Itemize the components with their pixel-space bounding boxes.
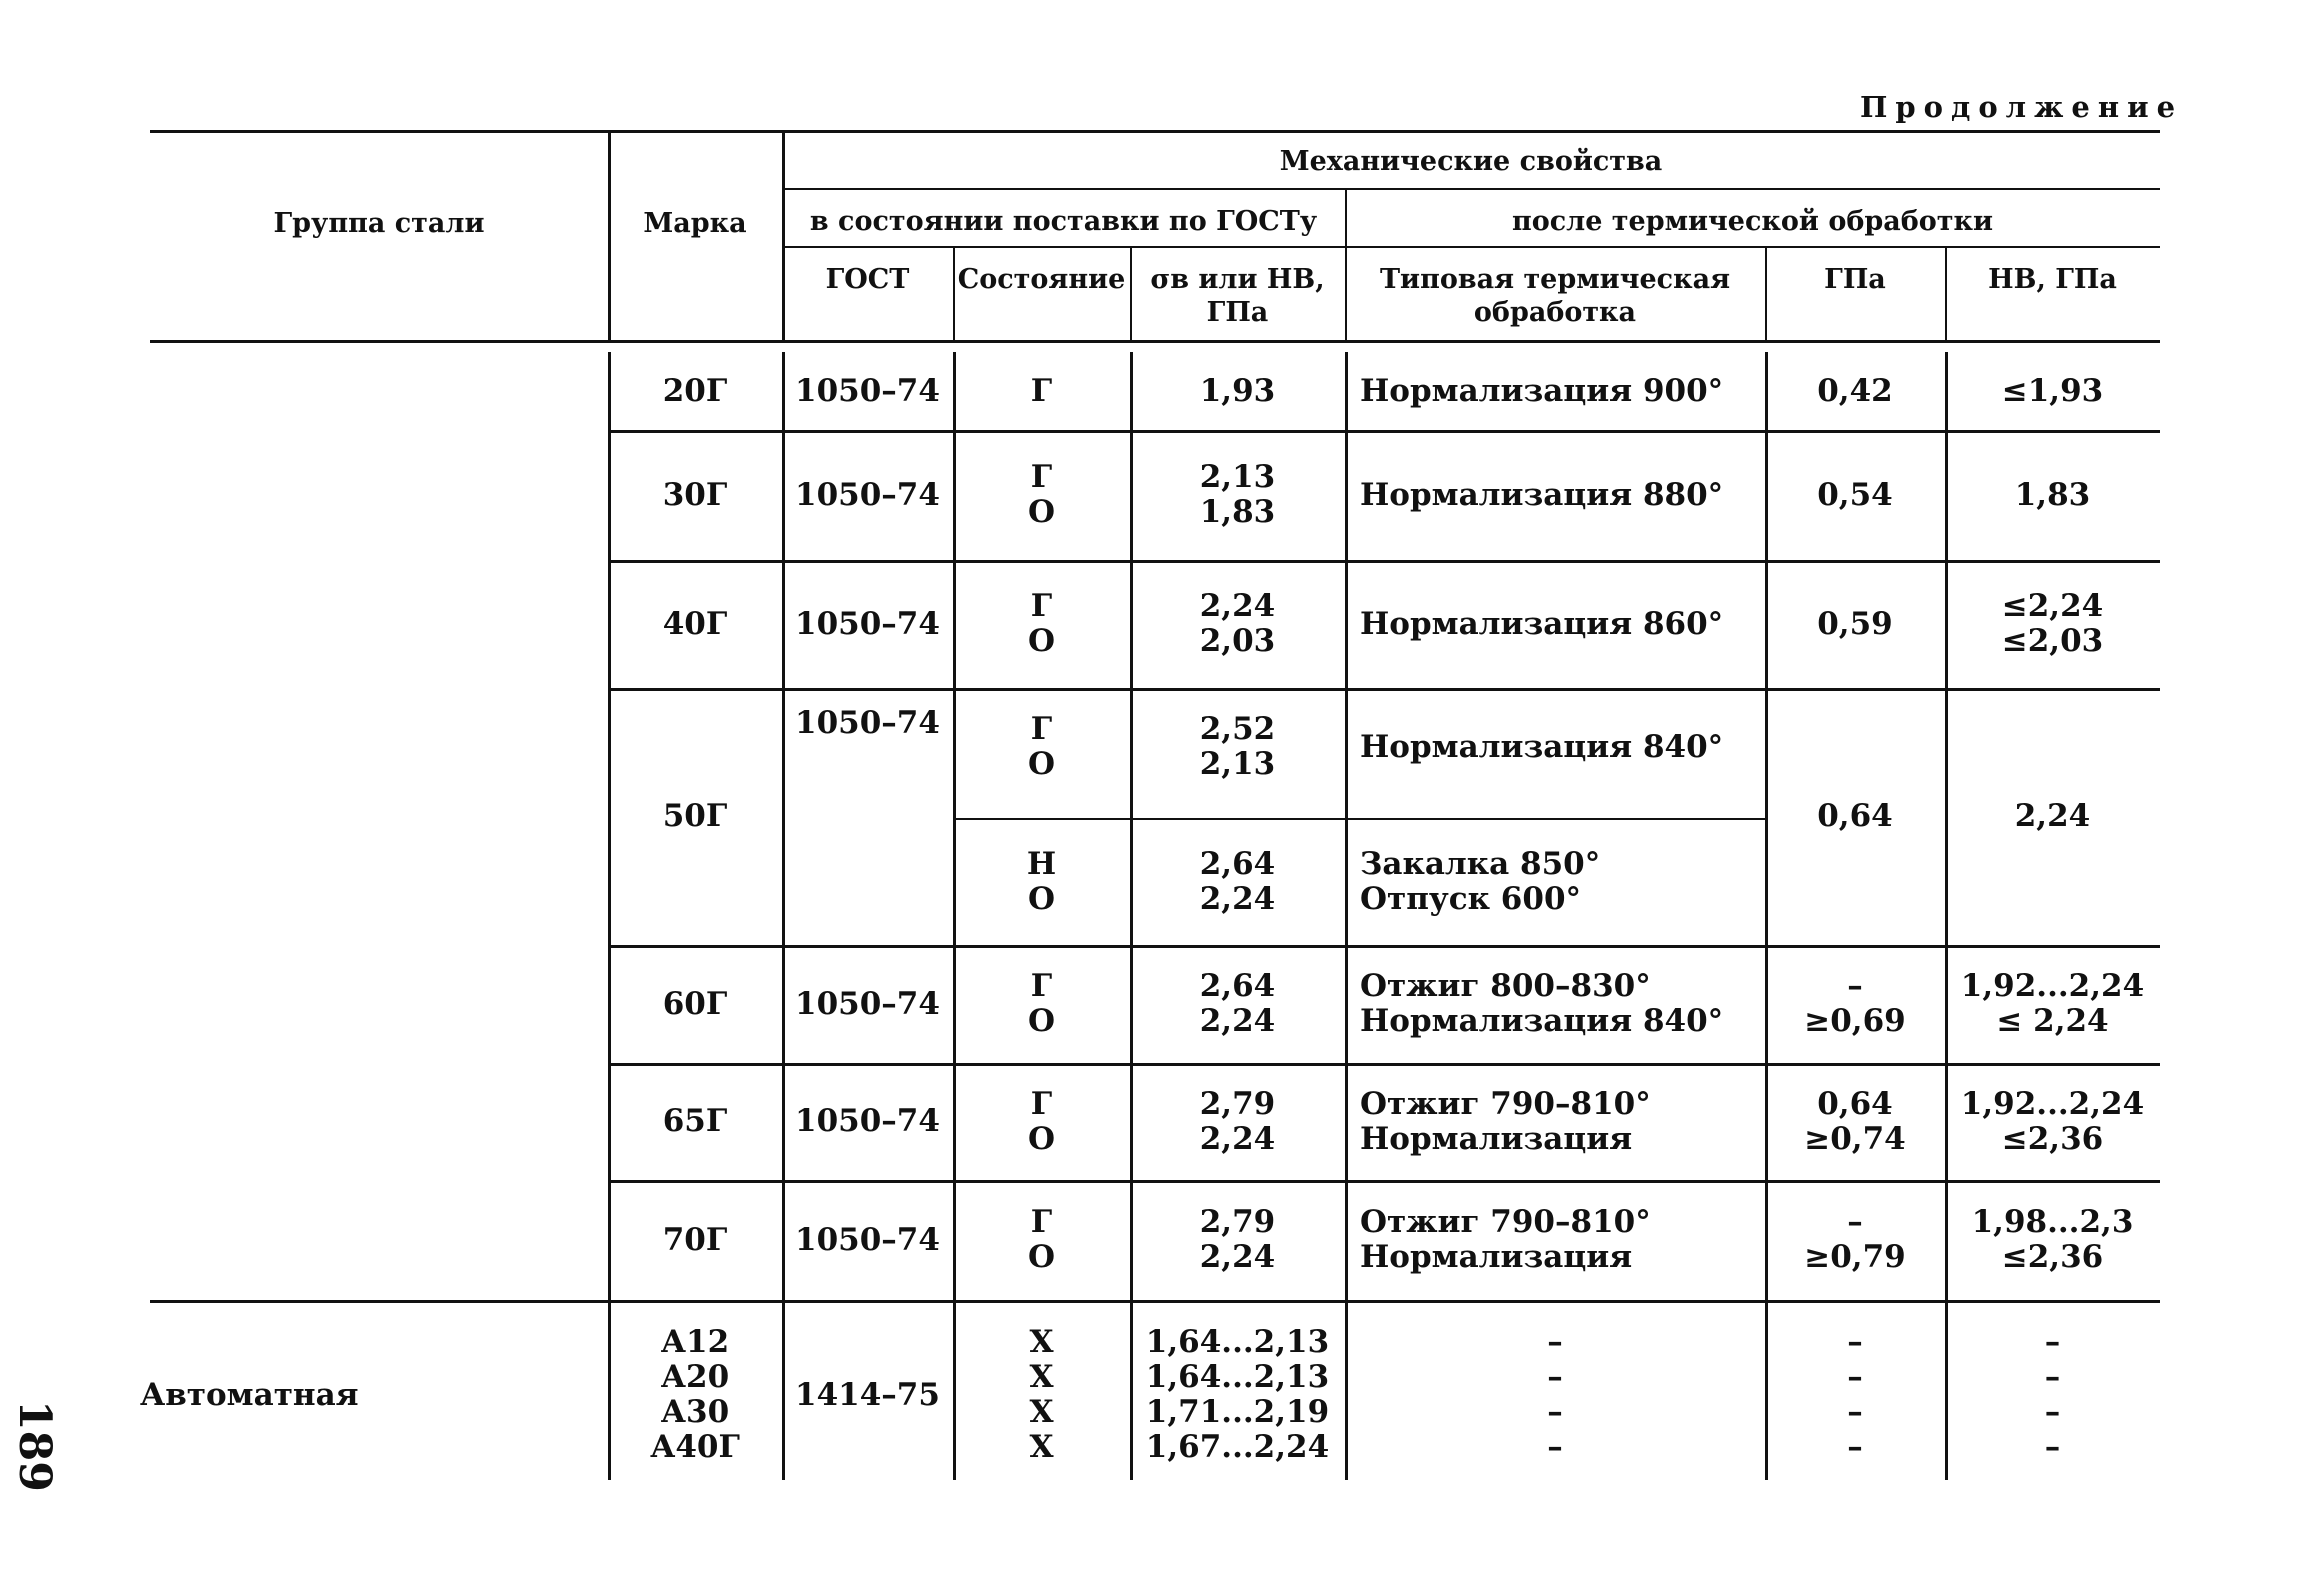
body-vline [1345,352,1348,1480]
header-gost: ГОСТ [825,264,910,295]
cell-sigma: 2,13 1,83 [1199,459,1276,530]
rule-top [150,130,2160,133]
header-sigma-1: σв или HB, [1150,264,1325,295]
cell-auto-gpa: – – – – [1847,1324,1863,1465]
cell-auto-hb: – – – – [2044,1324,2061,1465]
row-rule [608,1063,2160,1066]
body-vline [1765,352,1768,1480]
rule-header-bottom [150,340,2160,343]
cell-gpa: 0,64 ≥0,74 [1804,1085,1906,1157]
header-sigma-2: ГПа [1206,297,1269,328]
row-rule-50g-sub [953,818,1765,820]
header-treatment-2: обработка [1473,297,1637,328]
cell-gpa: 0,59 [1817,605,1893,642]
cell-state-sub: Н О [1026,845,1057,917]
header-state: Состояние [957,264,1126,295]
cell-treatment: Нормализация 860° [1360,605,1724,642]
continuation-label: Продолжение [1860,90,2184,124]
cell-sigma: 2,64 2,24 [1199,968,1276,1039]
cell-auto-gost: 1414–75 [795,1376,940,1413]
cell-state: Г О [1027,1085,1055,1157]
cell-gpa: 0,64 [1817,798,1893,834]
cell-auto-state: Х Х Х Х [1029,1324,1054,1465]
row-rule [608,560,2160,563]
header-grade: Марка [643,208,747,239]
row-rule-auto [150,1300,2160,1303]
header-after-treatment: после термической обработки [1511,206,1994,237]
cell-grade: 40Г [662,605,728,642]
cell-grade: 50Г [662,798,728,834]
cell-treatment: Отжиг 800–830° Нормализация 840° [1360,968,1724,1039]
header-steel-group: Группа стали [273,208,485,239]
cell-hb: ≤2,24 ≤2,03 [2001,588,2104,659]
header-delivery: в состоянии поставки по ГОСТу [809,206,1318,237]
cell-grade: 60Г [662,985,728,1022]
cell-treatment: Нормализация 840° [1360,728,1724,765]
cell-hb: 1,92...2,24 ≤2,36 [1960,1085,2145,1157]
cell-gpa: 0,42 [1817,372,1893,409]
cell-sigma: 1,93 [1199,372,1276,409]
cell-treatment-sub: Закалка 850° Отпуск 600° [1360,845,1601,917]
cell-sigma: 2,79 2,24 [1199,1204,1276,1275]
body-vline [782,352,785,1480]
cell-grade: 30Г [662,476,728,513]
cell-treatment: Отжиг 790–810° Нормализация [1360,1204,1651,1275]
rule-sub [782,246,2160,248]
cell-gpa: 0,54 [1817,476,1893,513]
cell-state: Г О [1027,711,1055,782]
cell-auto-grades: А12 А20 А30 А40Г [650,1324,740,1465]
cell-state: Г О [1027,459,1055,530]
cell-gost: 1050–74 [795,1103,940,1139]
header-gpa: ГПа [1824,264,1886,295]
cell-gpa: – ≥0,79 [1804,1204,1906,1275]
header-hb: HB, ГПа [1988,264,2117,295]
row-rule [608,945,2160,948]
cell-gost: 1050–74 [795,605,940,642]
cell-treatment: Нормализация 900° [1360,372,1724,409]
page-number: 189 [9,1400,60,1492]
cell-gost: 1050–74 [795,476,940,513]
body-vline [608,352,611,1480]
cell-auto-sigma: 1,64...2,13 1,64...2,13 1,71...2,19 1,67...2,24 [1145,1324,1330,1465]
cell-gost: 1050–74 [795,704,940,741]
cell-sigma: 2,79 2,24 [1199,1085,1276,1157]
cell-sigma-sub: 2,64 2,24 [1199,845,1276,917]
cell-hb: ≤1,93 [2001,372,2104,409]
cell-sigma: 2,24 2,03 [1199,588,1276,659]
cell-hb: 1,92...2,24 ≤ 2,24 [1960,968,2145,1039]
row-rule [608,1180,2160,1183]
cell-state: Г [1030,372,1053,409]
cell-auto-group: Автоматная [140,1376,359,1413]
cell-grade: 65Г [662,1103,728,1139]
cell-hb: 2,24 [2014,798,2091,834]
cell-hb: 1,83 [2014,476,2091,513]
cell-state: Г О [1027,968,1055,1039]
cell-grade: 70Г [662,1221,728,1258]
body-vline [1945,352,1948,1480]
cell-gost: 1050–74 [795,985,940,1022]
header-treatment-1: Типовая термическая [1379,264,1731,295]
cell-hb: 1,98...2,3 ≤2,36 [1971,1204,2134,1275]
cell-gpa: – ≥0,69 [1804,968,1906,1039]
header-mechanical: Механические свойства [1279,146,1663,177]
cell-state: Г О [1027,588,1055,659]
cell-auto-treatment: – – – – [1547,1324,1563,1465]
row-rule [608,430,2160,433]
cell-grade: 20Г [662,372,728,409]
cell-gost: 1050–74 [795,1221,940,1258]
cell-state: Г О [1027,1204,1055,1275]
cell-gost: 1050–74 [795,372,940,409]
row-rule [608,688,2160,691]
rule-mech [782,188,2160,190]
cell-sigma: 2,52 2,13 [1199,711,1276,782]
cell-treatment: Нормализация 880° [1360,476,1724,513]
cell-treatment: Отжиг 790–810° Нормализация [1360,1085,1651,1157]
